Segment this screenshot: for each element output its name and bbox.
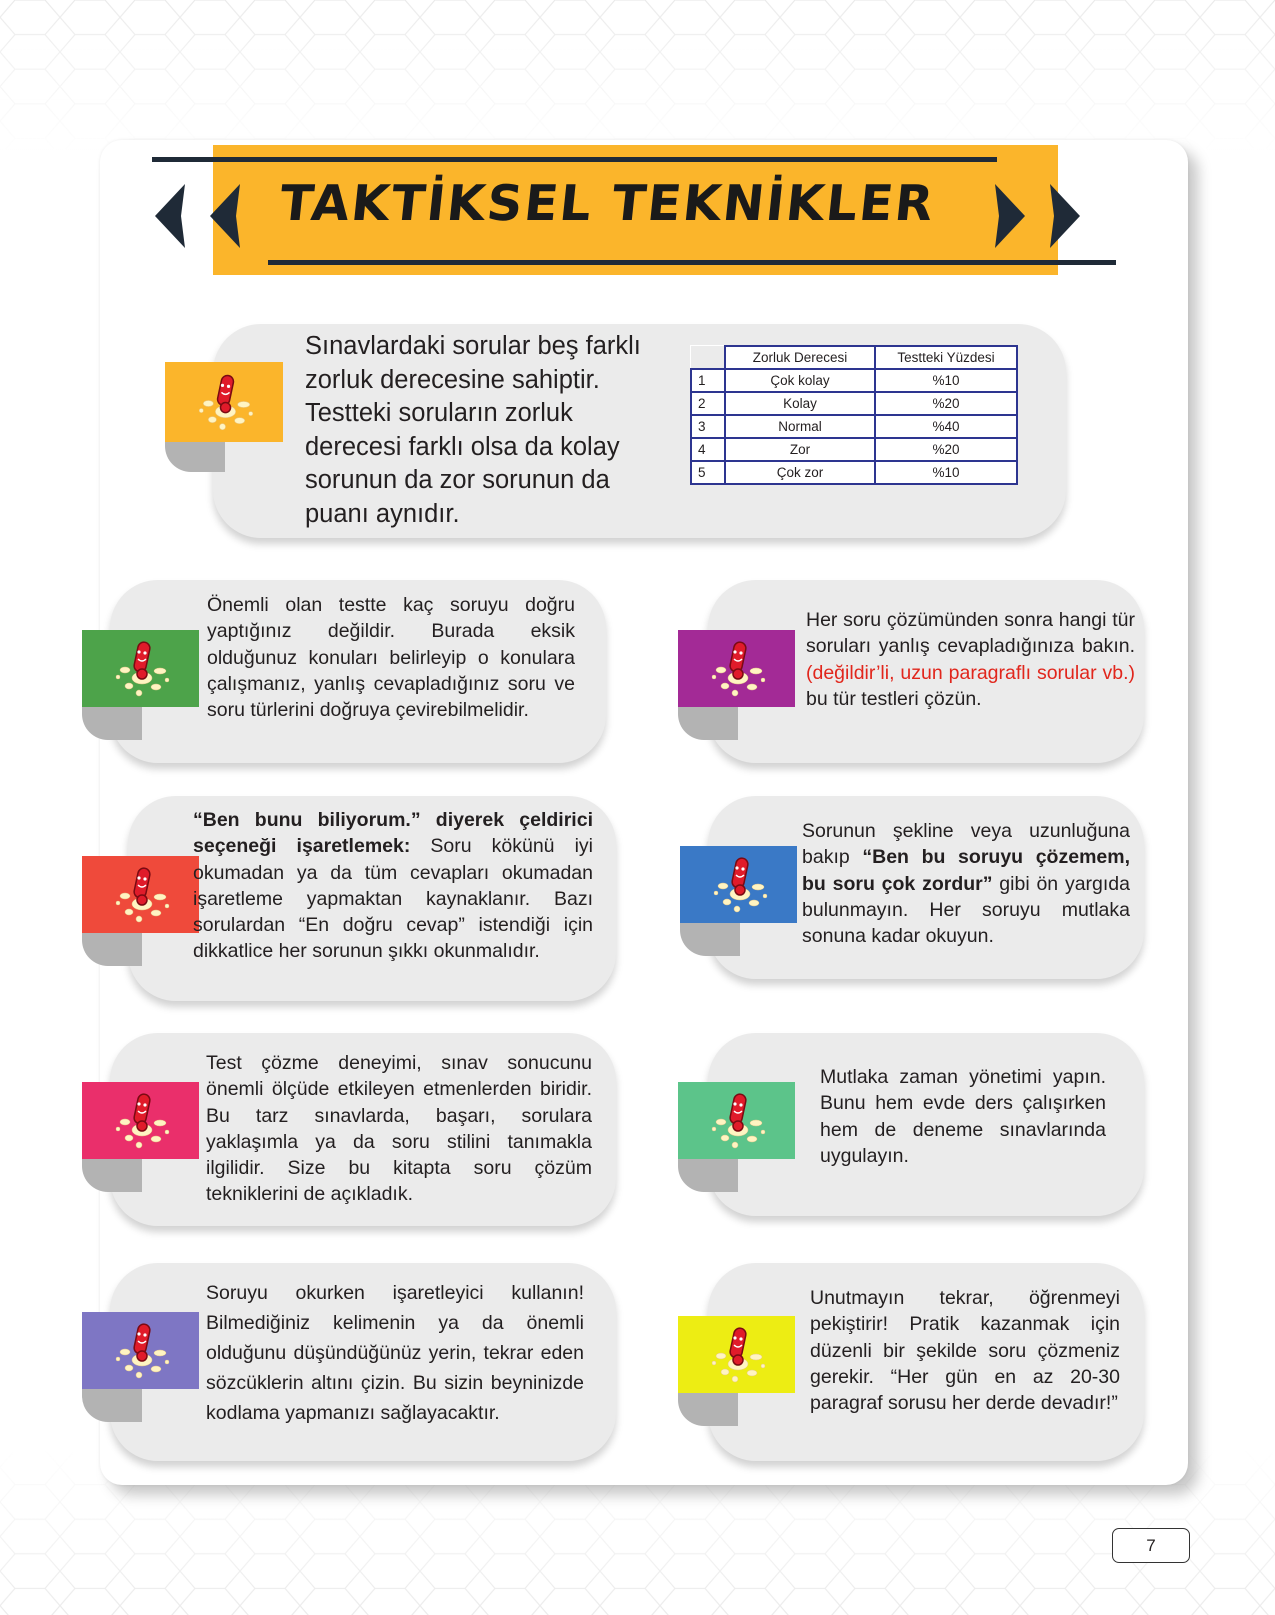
row-number: 4 bbox=[691, 438, 725, 461]
tip-text-4-part-a: Sorunun şekline veya uzunluğuna bakıp bbox=[802, 820, 1130, 869]
exclamation-splash-icon bbox=[678, 630, 795, 707]
intro-text: Sınavlardaki sorular beş farklı zorluk derecesine sahiptir. Testteki soruların zorluk derecesi farklı olsa da kolay sorunun da zor sorunun da puanı aynıdır. bbox=[305, 332, 641, 528]
tip-tab-8 bbox=[678, 1316, 795, 1393]
tip-tab-fold-1 bbox=[82, 706, 142, 740]
tip-text-2-part-a: Her soru çözümünden sonra hangi tür soruları yanlış cevapladığınıza bakın. bbox=[806, 609, 1135, 658]
row-number: 2 bbox=[691, 392, 725, 415]
tip-text-7: Soruyu okurken işaretleyici kullanın! Bilmediğiniz kelimenin ya da önemli olduğunu düşündüğünüz yerin, tekrar eden sözcüklerin altını çizin. Bu sizin beyninizde kodlama yapmanızı sağlayacaktır. bbox=[206, 1282, 584, 1424]
exclamation-splash-icon bbox=[82, 630, 199, 707]
page-title: TAKTİKSEL TEKNİKLER bbox=[277, 175, 938, 232]
row-level: Çok kolay bbox=[725, 369, 875, 392]
row-level: Kolay bbox=[725, 392, 875, 415]
row-number: 1 bbox=[691, 369, 725, 392]
row-percent: %10 bbox=[875, 461, 1017, 484]
tip-tab-1 bbox=[82, 630, 199, 707]
tip-tab-fold-5 bbox=[82, 1158, 142, 1192]
tip-text-5: Test çözme deneyimi, sınav sonucunu önemli ölçüde etkileyen etmenlerden biridir. Bu tarz sınavlarda, başarı, sorulara yaklaşımla ya da soru stilini tanımakla ilgilidir. Size bu kitapta soru çözüm tekniklerini de açıkladık. bbox=[206, 1052, 592, 1206]
table-corner bbox=[691, 346, 725, 369]
row-level: Zor bbox=[725, 438, 875, 461]
tip-text-4-bold: “Ben bu soruyu çözemem, bu soru çok zordur” bbox=[802, 846, 1131, 895]
tip-tab-6 bbox=[678, 1082, 795, 1159]
row-percent: %20 bbox=[875, 438, 1017, 461]
tip-text-4 bbox=[802, 818, 1130, 949]
exclamation-splash-icon bbox=[678, 1316, 795, 1393]
page-number: 7 bbox=[1112, 1528, 1190, 1563]
tip-text-3-bold: “Ben bunu biliyorum.” diyerek çeldirici seçeneği işaretlemek: bbox=[193, 809, 593, 858]
row-percent: %20 bbox=[875, 392, 1017, 415]
exclamation-splash-icon bbox=[165, 362, 283, 442]
tip-tab-4 bbox=[680, 846, 797, 923]
tip-tab-2 bbox=[678, 630, 795, 707]
intro-tab bbox=[165, 362, 283, 442]
tip-tab-3 bbox=[82, 856, 199, 933]
row-number: 5 bbox=[691, 461, 725, 484]
tip-text-2-part-b: bu tür testleri çözün. bbox=[806, 687, 982, 710]
row-percent: %40 bbox=[875, 415, 1017, 438]
chevron-left-icon bbox=[155, 180, 245, 252]
tip-text-6: Mutlaka zaman yönetimi yapın. Bunu hem evde ders çalışırken hem de deneme sınavlarında uygulayın. bbox=[820, 1066, 1106, 1167]
row-level: Normal bbox=[725, 415, 875, 438]
tip-text-4-part-b: gibi ön yargıda bulunmayın. Her soruyu mutlaka sonuna kadar okuyun. bbox=[802, 872, 1130, 948]
tip-text-8: Unutmayın tekrar, öğrenmeyi pekiştirir! Pratik kazanmak için düzenli bir şekilde soru çözmeniz gerekir. “Her gün en az 20-30 paragraf sorusu her derde devadır!” bbox=[810, 1287, 1120, 1415]
tip-text-2 bbox=[806, 607, 1135, 712]
tip-tab-fold-7 bbox=[82, 1388, 142, 1422]
row-level: Çok zor bbox=[725, 461, 875, 484]
row-percent: %10 bbox=[875, 369, 1017, 392]
table-header-row bbox=[691, 346, 1017, 369]
exclamation-splash-icon bbox=[82, 1312, 199, 1389]
table-row bbox=[691, 392, 1017, 415]
difficulty-table bbox=[690, 345, 1018, 485]
banner-line-top bbox=[152, 157, 997, 162]
exclamation-splash-icon bbox=[82, 1082, 199, 1159]
table-row bbox=[691, 461, 1017, 484]
tip-text-3 bbox=[193, 807, 593, 965]
exclamation-splash-icon bbox=[680, 846, 797, 923]
table-row bbox=[691, 369, 1017, 392]
table-row bbox=[691, 438, 1017, 461]
exclamation-splash-icon bbox=[82, 856, 199, 933]
tip-text-2-highlight: (değildir’li, uzun paragraflı sorular vb.) bbox=[806, 661, 1135, 684]
exclamation-splash-icon bbox=[678, 1082, 795, 1159]
table-row bbox=[691, 415, 1017, 438]
tip-text-3-rest: Soru kökünü iyi okumadan ya da tüm cevapları okumadan işaretleme yapmaktan kaynaklanır. Bazı sorulardan “En doğru cevap” istendiği için dikkatlice her sorunun şıkkı okunmalıdır. bbox=[193, 835, 593, 963]
tip-tab-7 bbox=[82, 1312, 199, 1389]
tip-text-1: Önemli olan testte kaç soruyu doğru yaptığınız değildir. Burada eksik olduğunuz konuları belirleyip o konulara çalışmanız, yanlış cevapladığınız soru ve soru türlerini doğruya çevirebilmelidir. bbox=[207, 594, 575, 722]
hexagon-pattern-top bbox=[0, 0, 1275, 150]
table-header-percent: Testteki Yüzdesi bbox=[875, 346, 1017, 369]
tip-tab-5 bbox=[82, 1082, 199, 1159]
row-number: 3 bbox=[691, 415, 725, 438]
chevron-right-icon bbox=[990, 180, 1080, 252]
tip-tab-fold-3 bbox=[82, 932, 142, 966]
table-header-level: Zorluk Derecesi bbox=[725, 346, 875, 369]
banner-line-bottom bbox=[268, 260, 1116, 265]
